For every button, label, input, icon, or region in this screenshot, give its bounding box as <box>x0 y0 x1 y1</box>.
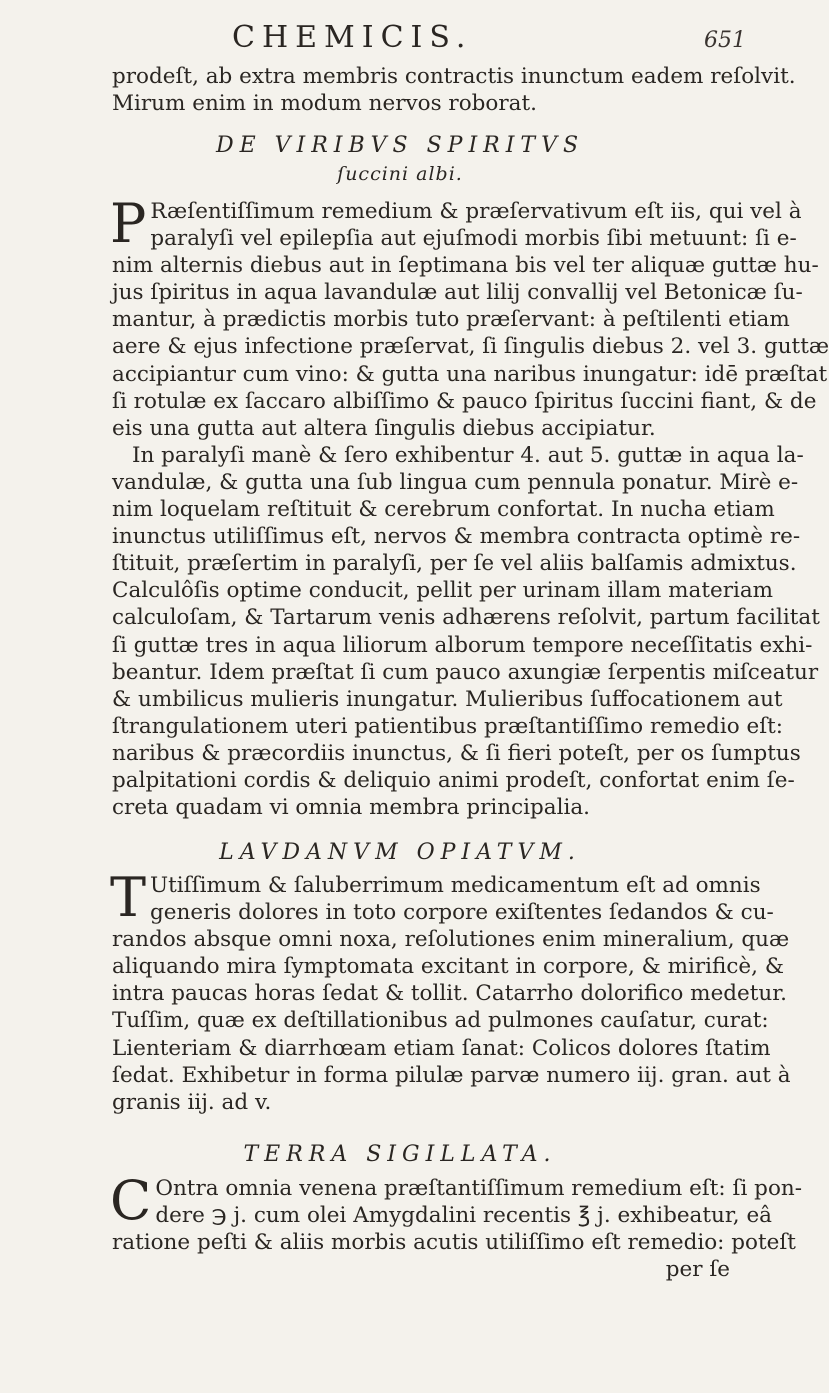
drop-cap: T <box>110 866 147 929</box>
text-line: Tuſſim, quæ ex deſtillationibus ad pulmones cauſatur, curat: <box>112 1008 769 1034</box>
section-heading: LAVDANVM OPIATVM. <box>219 840 581 865</box>
text-line: naribus & præcordiis inunctus, & ſi fieri poteſt, per os ſumptus <box>112 740 801 766</box>
text-line: nim alternis diebus aut in ſeptimana bis vel ter aliquæ guttæ hu- <box>112 253 819 279</box>
text-line: creta quadam vi omnia membra principalia. <box>112 795 590 821</box>
text-line: Mirum enim in modum nervos roborat. <box>112 91 537 117</box>
text-line: Utiſſimum & ſaluberrimum medicamentum eſt ad omnis <box>150 873 761 898</box>
text-line: granis iij. ad v. <box>112 1089 272 1115</box>
text-line: palpitationi cordis & deliquio animi prodeſt, confortat enim ſe- <box>112 767 795 793</box>
text-line: eis una gutta aut altera ſingulis diebus accipiatur. <box>112 415 656 441</box>
text-line: Ræſentiſſimum remedium & præſervativum eſt iis, qui vel à <box>150 199 802 224</box>
drop-cap: C <box>110 1169 152 1232</box>
catchword: per ſe <box>665 1257 730 1283</box>
running-head-title: CHEMICIS. <box>232 20 473 55</box>
text-line: dere ℈ j. cum olei Amygdalini recentis ℥ j. exhibeatur, eâ <box>155 1203 772 1229</box>
text-line: paralyſi vel epilepſia aut ejuſmodi morbis ſibi metuunt: ſi e- <box>150 226 797 252</box>
text-line: mantur, à prædictis morbis tuto præſervant: à peſtilenti etiam <box>112 307 790 333</box>
section-subheading: ſuccini albi. <box>337 163 463 185</box>
text-line: generis dolores in toto corpore exiſtentes ſedandos & cu- <box>150 900 774 926</box>
section-body-terra <box>110 1169 802 1283</box>
page-number: 651 <box>704 28 746 53</box>
text-line: Lienteriam & diarrhœam etiam ſanat: Colicos dolores ſtatim <box>112 1035 771 1061</box>
text-line: vandulæ, & gutta una ſub lingua cum pennula ponatur. Mirè e- <box>112 469 799 495</box>
text-line: accipiantur cum vino: & gutta una naribus inungatur: idē præſtat <box>112 361 828 387</box>
text-line: Ontra omnia venena præſtantiſſimum remedium eſt: ſi pon- <box>155 1176 802 1201</box>
text-line: & umbilicus mulieris inungatur. Mulieribus ſuffocationem aut <box>112 686 783 712</box>
text-line: ſtituit, præſertim in paralyſi, per ſe vel aliis balſamis admixtus. <box>112 551 797 577</box>
text-line: ſtrangulationem uteri patientibus præſtantiſſimo remedio eſt: <box>112 713 784 739</box>
text-line: aere & ejus infectione præſervat, ſi ſingulis diebus 2. vel 3. guttæ <box>112 334 829 360</box>
text-line: aliquando mira ſymptomata excitant in corpore, & mirificè, & <box>112 954 784 980</box>
text-line: inunctus utiliſſimus eſt, nervos & membra contracta optimè re- <box>112 524 801 550</box>
text-line: ſedat. Exhibetur in forma pilulæ parvæ numero iij. gran. aut à <box>112 1062 791 1088</box>
text-line: prodeſt, ab extra membris contractis inunctum eadem reſolvit. <box>112 64 796 89</box>
text-line: calculoſam, & Tartarum venis adhærens reſolvit, partum facilitat <box>112 605 820 631</box>
running-head <box>0 18 800 58</box>
text-line: randos absque omni noxa, reſolutiones enim mineralium, quæ <box>112 927 790 953</box>
section-heading: DE VIRIBVS SPIRITVS <box>215 133 585 158</box>
opening-paragraph <box>112 63 796 117</box>
text-line: nim loquelam reſtituit & cerebrum confortat. In nucha etiam <box>112 497 775 523</box>
text-line: beantur. Idem præſtat ſi cum pauco axungiæ ſerpentis miſceatur <box>112 659 819 685</box>
drop-cap: P <box>110 192 147 255</box>
text-line: ſi guttæ tres in aqua liliorum alborum tempore neceſſitatis exhi- <box>112 632 813 658</box>
section-body-laudanum <box>110 866 791 1116</box>
text-line: In paralyſi manè & ſero exhibentur 4. aut 5. guttæ in aqua la- <box>132 442 804 468</box>
section-body-spiritus <box>110 192 829 821</box>
text-line: Calculôſis optime conducit, pellit per urinam illam materiam <box>112 578 774 604</box>
section-heading: TERRA SIGILLATA. <box>243 1142 557 1167</box>
text-line: ratione peſti & aliis morbis acutis utiliſſimo eſt remedio: poteſt <box>112 1230 796 1256</box>
text-line: ſi rotulæ ex ſaccaro albiſſimo & pauco ſpiritus ſuccini fiant, & de <box>112 388 817 414</box>
text-line: jus ſpiritus in aqua lavandulæ aut lilij convallij vel Betonicæ ſu- <box>112 280 803 306</box>
text-line: intra paucas horas ſedat & tollit. Catarrho dolorifico medetur. <box>112 981 788 1007</box>
